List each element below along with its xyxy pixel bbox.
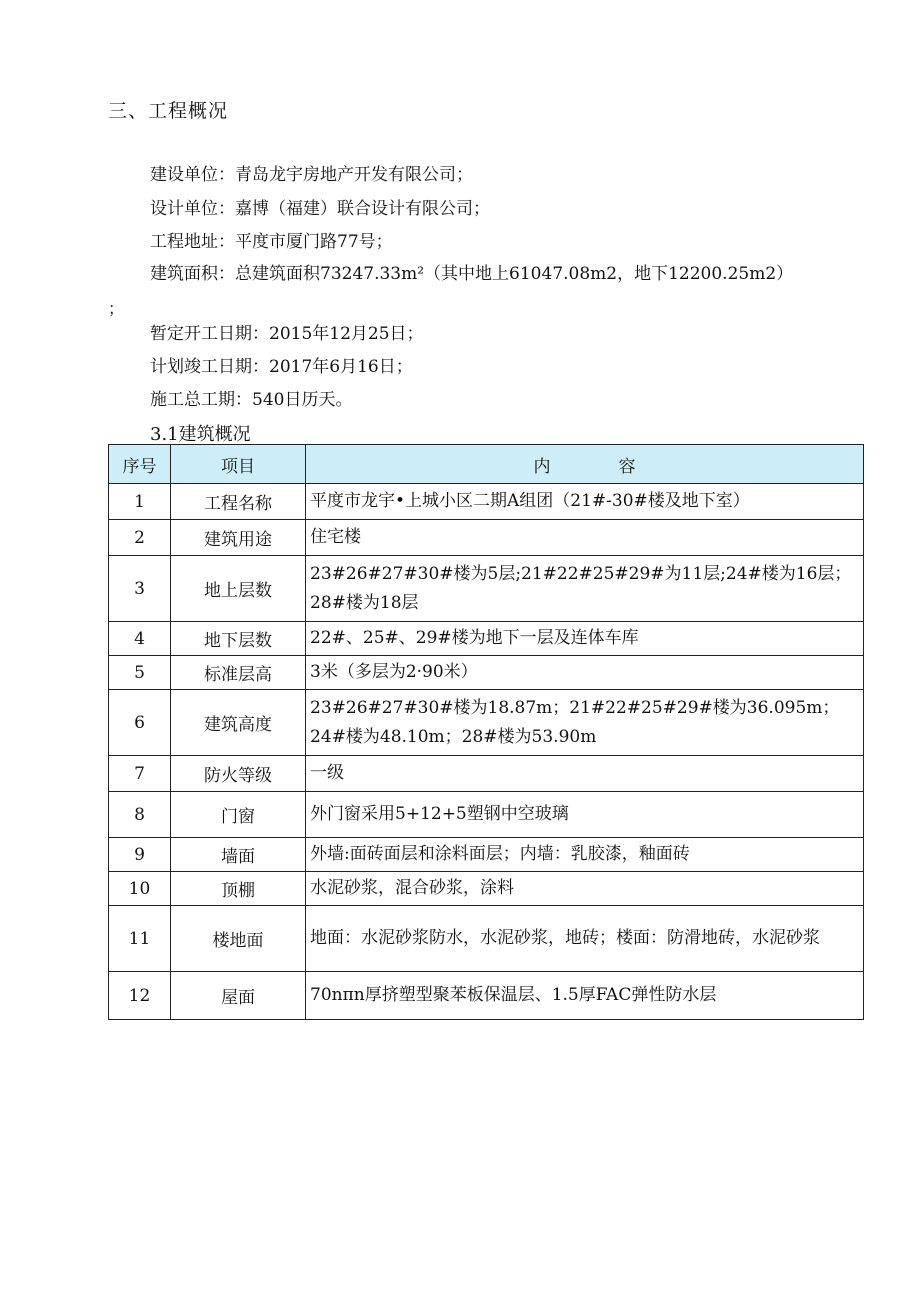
row-number: 2 [109, 520, 171, 556]
table-row [109, 556, 864, 622]
table-row [109, 972, 864, 1020]
total-duration-line: 施工总工期：540日历天。 [150, 390, 353, 410]
row-number: 7 [109, 756, 171, 792]
row-item: 楼地面 [171, 906, 306, 972]
header-item: 项目 [171, 445, 306, 484]
row-item: 标准层高 [171, 656, 306, 690]
start-date-line: 暂定开工日期：2015年12月25日； [150, 324, 424, 344]
design-unit-line: 设计单位：嘉博（福建）联合设计有限公司； [150, 199, 490, 219]
subsection-heading: 3.1建筑概况 [150, 424, 251, 445]
row-number: 8 [109, 792, 171, 838]
header-content: 内 容 [306, 445, 864, 484]
row-content: 3米（多层为2·90米） [306, 656, 864, 690]
row-number: 9 [109, 838, 171, 872]
building-area-semicolon: ； [108, 299, 125, 318]
row-content: 22#、25#、29#楼为地下一层及连体车库 [306, 622, 864, 656]
row-number: 11 [109, 906, 171, 972]
row-content: 平度市龙宇•上城小区二期A组团（21#-30#楼及地下室） [306, 484, 864, 520]
row-content: 住宅楼 [306, 520, 864, 556]
row-content: 23#26#27#30#楼为5层;21#22#25#29#为11层;24#楼为16层；28#楼为18层 [306, 556, 864, 622]
row-item: 门窗 [171, 792, 306, 838]
table-row [109, 792, 864, 838]
table-row [109, 622, 864, 656]
row-number: 3 [109, 556, 171, 622]
row-item: 地下层数 [171, 622, 306, 656]
building-area-line: 建筑面积：总建筑面积73247.33m²（其中地上61047.08m2，地下12200.25m2） [150, 264, 794, 284]
row-content: 外墙:面砖面层和涂料面层；内墙：乳胶漆，釉面砖 [306, 838, 864, 872]
row-item: 屋面 [171, 972, 306, 1020]
row-item: 墙面 [171, 838, 306, 872]
header-no: 序号 [109, 445, 171, 484]
table-row [109, 484, 864, 520]
table-row [109, 690, 864, 756]
row-number: 5 [109, 656, 171, 690]
row-content: 23#26#27#30#楼为18.87m；21#22#25#29#楼为36.095m；24#楼为48.10m；28#楼为53.90m [306, 690, 864, 756]
table-row [109, 838, 864, 872]
row-content: 一级 [306, 756, 864, 792]
table-row [109, 872, 864, 906]
row-number: 12 [109, 972, 171, 1020]
table-header-row [109, 445, 864, 484]
project-address-line: 工程地址：平度市厦门路77号； [150, 232, 393, 252]
table-row [109, 906, 864, 972]
construction-unit-line: 建设单位：青岛龙宇房地产开发有限公司； [150, 165, 473, 185]
completion-date-line: 计划竣工日期：2017年6月16日； [150, 357, 413, 377]
building-overview-table [108, 444, 864, 1020]
row-content: 地面：水泥砂浆防水，水泥砂浆，地砖；楼面：防滑地砖，水泥砂浆 [306, 906, 864, 972]
row-number: 1 [109, 484, 171, 520]
row-item: 建筑高度 [171, 690, 306, 756]
section-heading: 三、工程概况 [108, 100, 229, 122]
table-row [109, 756, 864, 792]
row-item: 防火等级 [171, 756, 306, 792]
row-item: 地上层数 [171, 556, 306, 622]
row-content: 70nπn厚挤塑型聚苯板保温层、1.5厚FAC弹性防水层 [306, 972, 864, 1020]
row-item: 顶棚 [171, 872, 306, 906]
row-number: 10 [109, 872, 171, 906]
table-row [109, 656, 864, 690]
row-item: 建筑用途 [171, 520, 306, 556]
row-number: 4 [109, 622, 171, 656]
row-content: 外门窗采用5+12+5塑钢中空玻璃 [306, 792, 864, 838]
table-row [109, 520, 864, 556]
row-content: 水泥砂浆，混合砂浆，涂料 [306, 872, 864, 906]
row-item: 工程名称 [171, 484, 306, 520]
row-number: 6 [109, 690, 171, 756]
